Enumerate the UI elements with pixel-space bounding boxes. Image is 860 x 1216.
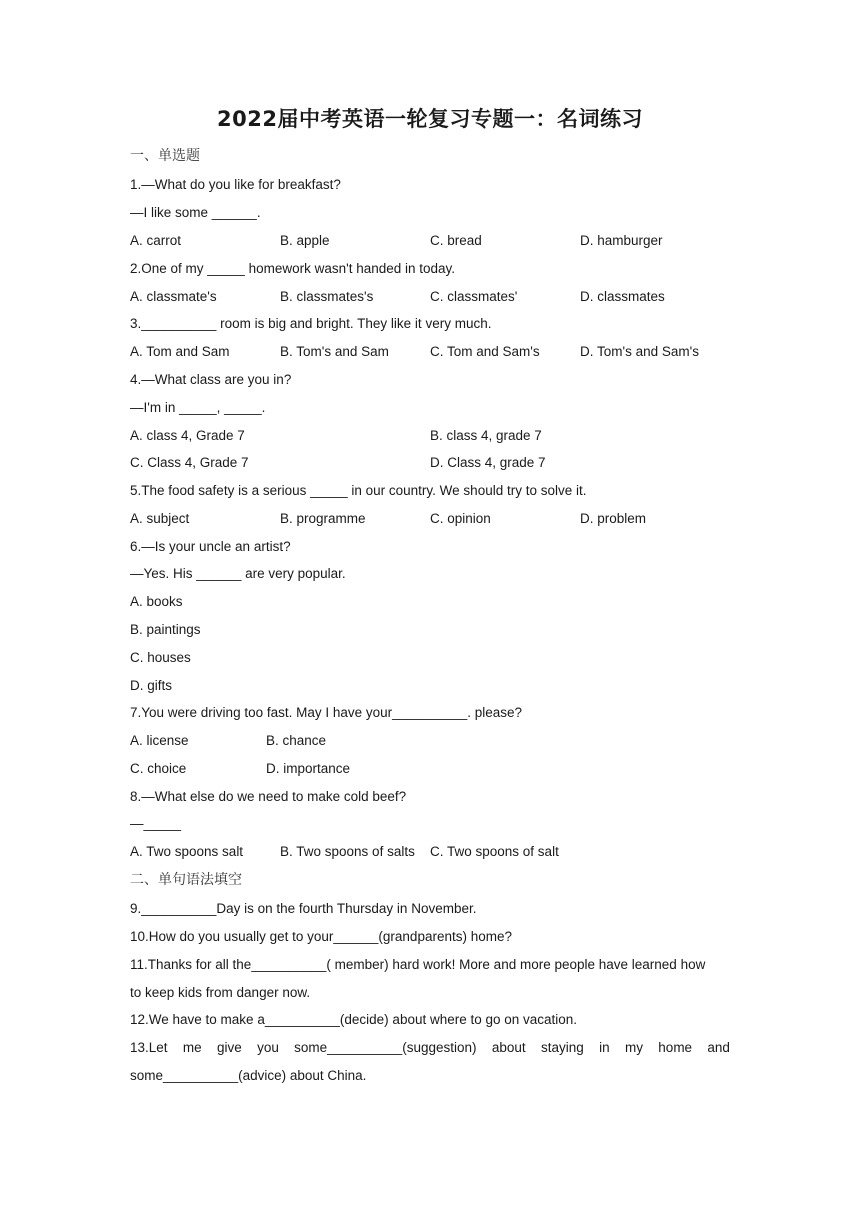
question-6-option-d[interactable]: D. gifts [130, 678, 173, 693]
question-5-stem: 5.The food safety is a serious _____ in our country. We should try to solve it. [130, 483, 587, 498]
question-6-option-a[interactable]: A. books [130, 594, 183, 609]
question-1-option-b[interactable]: B. apple [280, 233, 330, 248]
question-5-option-d[interactable]: D. problem [580, 511, 647, 526]
question-4-stem: 4.—What class are you in? [130, 372, 292, 387]
question-4-option-b[interactable]: B. class 4, grade 7 [430, 428, 542, 443]
question-3-option-c[interactable]: C. Tom and Sam's [430, 344, 540, 359]
question-13-word: and [707, 1040, 730, 1055]
question-3-stem: 3.__________ room is big and bright. They like it very much. [130, 316, 492, 331]
question-8-options [130, 842, 730, 862]
question-3-option-a[interactable]: A. Tom and Sam [130, 344, 230, 359]
question-6-option-b[interactable]: B. paintings [130, 622, 201, 637]
question-13-word: about [491, 1040, 526, 1055]
question-13-word: give [216, 1040, 242, 1055]
question-8-option-a[interactable]: A. Two spoons salt [130, 844, 244, 859]
question-2-stem: 2.One of my _____ homework wasn't handed in today. [130, 261, 456, 276]
question-2-option-a[interactable]: A. classmate's [130, 289, 217, 304]
question-7-option-c[interactable]: C. choice [130, 761, 187, 776]
question-4-options-row-1 [130, 426, 730, 446]
question-4-stem-reply: —I'm in _____, _____. [130, 400, 266, 415]
question-8-stem-reply: —_____ [130, 816, 182, 831]
question-9: 9.__________Day is on the fourth Thursday in November. [130, 901, 477, 916]
question-4-option-a[interactable]: A. class 4, Grade 7 [130, 428, 245, 443]
question-7-options-row-1 [130, 731, 730, 751]
question-1-option-c[interactable]: C. bread [430, 233, 482, 248]
question-4-options-row-2 [130, 453, 730, 473]
section-heading-grammar-fill: 二、单句语法填空 [130, 872, 242, 888]
question-2-option-c[interactable]: C. classmates' [430, 289, 518, 304]
question-13-word: my [624, 1040, 643, 1055]
page-title: 2022届中考英语一轮复习专题一：名词练习 [217, 107, 643, 131]
question-11-line-2: to keep kids from danger now. [130, 985, 311, 1000]
question-5-options [130, 509, 730, 529]
question-7-stem: 7.You were driving too fast. May I have your__________. please? [130, 705, 523, 720]
question-3-options [130, 342, 730, 362]
question-13-word: home [658, 1040, 693, 1055]
question-6-stem-reply: —Yes. His ______ are very popular. [130, 566, 346, 581]
question-1-option-a[interactable]: A. carrot [130, 233, 182, 248]
question-13-word: 13.Let [130, 1040, 168, 1055]
question-13-word: me [182, 1040, 202, 1055]
question-10: 10.How do you usually get to your______(grandparents) home? [130, 929, 512, 944]
question-13-word: in [599, 1040, 610, 1055]
question-7-option-b[interactable]: B. chance [266, 733, 327, 748]
question-5-option-c[interactable]: C. opinion [430, 511, 491, 526]
question-12: 12.We have to make a__________(decide) about where to go on vacation. [130, 1012, 578, 1027]
question-7-options-row-2 [130, 759, 730, 779]
question-5-option-b[interactable]: B. programme [280, 511, 366, 526]
question-13-word: staying [541, 1040, 584, 1055]
question-7-option-d[interactable]: D. importance [266, 761, 351, 776]
question-11-line-1: 11.Thanks for all the__________( member) hard work! More and more people have learned how [130, 957, 706, 972]
question-2-option-d[interactable]: D. classmates [580, 289, 665, 304]
question-3-option-d[interactable]: D. Tom's and Sam's [580, 344, 699, 359]
question-13-line-2: some__________(advice) about China. [130, 1068, 367, 1083]
question-6-option-c[interactable]: C. houses [130, 650, 191, 665]
question-8-stem: 8.—What else do we need to make cold beef? [130, 789, 407, 804]
question-1-stem-reply: —I like some ______. [130, 205, 261, 220]
question-4-option-c[interactable]: C. Class 4, Grade 7 [130, 455, 249, 470]
question-3-option-b[interactable]: B. Tom's and Sam [280, 344, 389, 359]
question-1-option-d[interactable]: D. hamburger [580, 233, 663, 248]
question-2-option-b[interactable]: B. classmates's [280, 289, 374, 304]
question-5-option-a[interactable]: A. subject [130, 511, 190, 526]
question-13-line-1 [130, 1038, 730, 1058]
question-13-word: you [257, 1040, 279, 1055]
question-7-option-a[interactable]: A. license [130, 733, 189, 748]
question-1-stem: 1.—What do you like for breakfast? [130, 177, 341, 192]
question-1-options [130, 231, 730, 251]
section-heading-multiple-choice: 一、单选题 [130, 148, 200, 164]
question-8-option-b[interactable]: B. Two spoons of salts [280, 844, 415, 859]
question-6-stem: 6.—Is your uncle an artist? [130, 539, 291, 554]
question-8-option-c[interactable]: C. Two spoons of salt [430, 844, 559, 859]
question-2-options [130, 287, 730, 307]
question-4-option-d[interactable]: D. Class 4, grade 7 [430, 455, 546, 470]
question-13-word: some__________(suggestion) [294, 1040, 477, 1055]
